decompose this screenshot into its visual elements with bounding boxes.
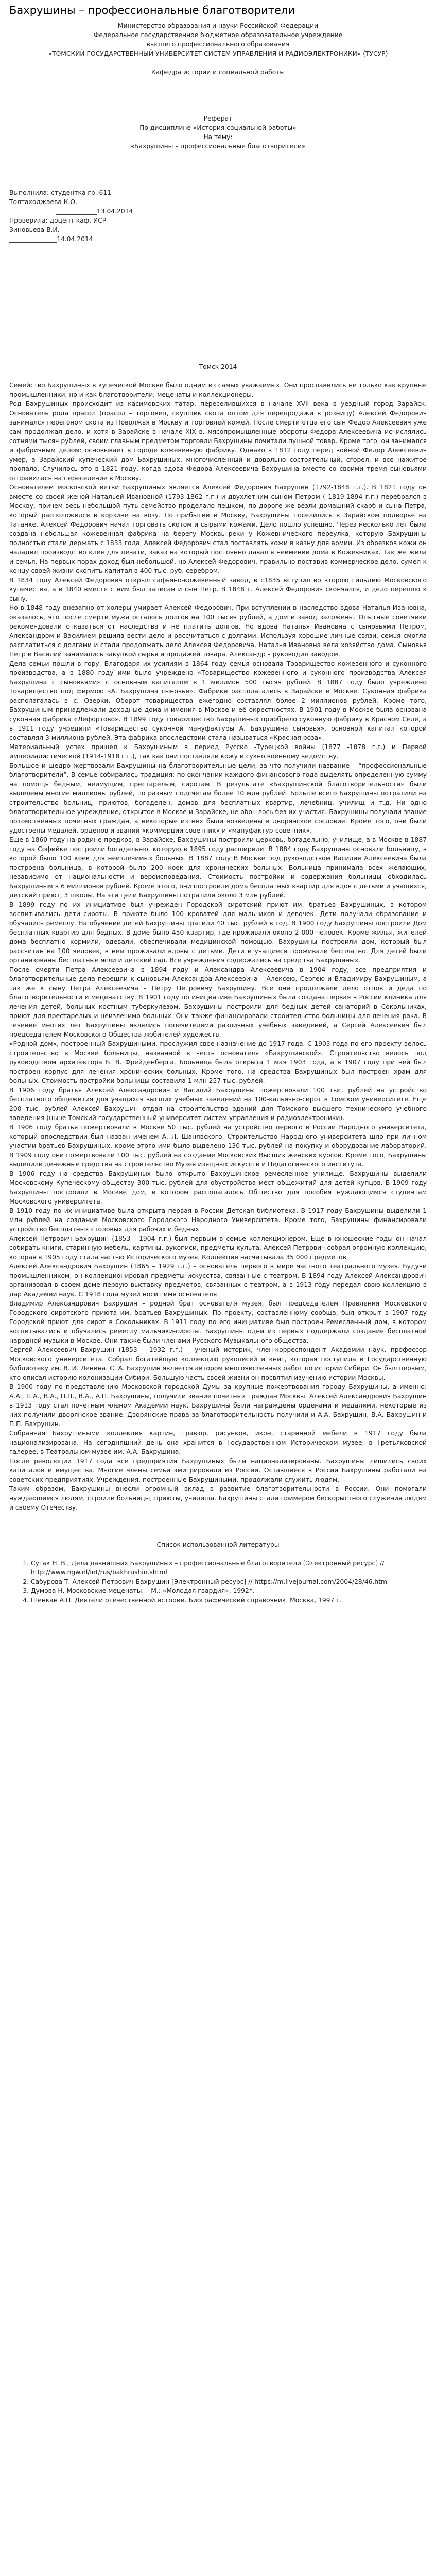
references-section xyxy=(9,1540,427,1605)
institution-line-1: Федеральное государственное бюджетное образовательное учреждение xyxy=(93,31,343,39)
checked-by: Проверила: доцент каф. ИСР xyxy=(9,217,107,224)
body-paragraph: Большое и щедро жертвовали Бахрушины на благотворительные цели, за что получили название – “профессиональные благотворители”. В семье собиралась традиция: по окончании каждого финансового года выделять определенную сумму на помощь бедным, неимущим, престарелым, сиротам. В результате «Бахрушинской благотворительности» были выделены многие миллионы рублей, по разным подсчетам более 10 млн рублей. Больше всего Бахрушины потратили на строительство больниц, приютов, богаделен, домов для бесплатных квартир, лечебниц, училищ и т.д. Ни одно благотворительное учреждение, открытое в Москве и Зарайске, не обошлось без их участия. Бахрушины получали звание потомственных почетных граждан, а некоторые из них были возведены в дворянское сословие. Кроме того, они были удостоены медалей, орденов и званий «коммерции советник» и «мануфактур-советник». xyxy=(9,762,427,834)
body-paragraph: После смерти Петра Алексеевича в 1894 году и Александра Алексеевича в 1904 году, все предприятия и благотворительные дела перешли к сыновьям Александра Алексеевича – Алексею, Сергею и Владимиру Бахрушиным, а так же к сыну Петра Алексеевича – Петру Петровичу Бахрушину. Все они продолжали дело отцов и деда по благотворительности и меценатству. В 1901 году по инициативе Бахрушиных была создана первая в России клиника для лечения детей, больных костным туберкулезом. Бахрушины построили для бедных детей санаторий в Сокольниках, приют для престарелых и неизлечимо больных. Они также финансировали строительство больницы для лечения рака. В течение многих лет Бахрушины являлись попечителями различных учебных заведений, а Сергей Алексеевич был председателем Московского Общества любителей художеств. xyxy=(9,966,427,1038)
spacer xyxy=(9,1512,427,1540)
performed-by: Выполнила: студентка гр. 611 xyxy=(9,189,111,196)
spacer xyxy=(9,1549,427,1558)
body-paragraph: Но в 1848 году внезапно от холеры умирает Алексей Федорович. При вступлении в наследство вдова Наталья Ивановна, оказалось, что после смерти мужа осталось долгов на 100 тысяч рублей, а дом и завод заложены. Опытные советчики рекомендовали отказаться от наследства и не платить долгов. Но вдова Наталья Ивановна с сыновьями Петром, Александром и Василием решила вести дело и рассчитаться с долгами. Используя хорошие личные связи, семья смогла расплатиться с долгами и стали продолжать дело Алексея Федоровича. Наталья Ивановна вела хозяйство дома. Сыновья Петр и Василий занимались закупкой сырья и продажей товара, Александр – руководил заводом. xyxy=(9,604,427,658)
topic-line: «Бахрушины – профессиональные благотворители» xyxy=(130,143,306,150)
discipline-line: По дисциплине «История социальной работы» xyxy=(139,124,297,131)
body-paragraph: В 1906 году братья пожертвовали в Москве 50 тыс. рублей на устройство первого в России Народного университета, который впоследствии был назван именем А. Л. Шанявского. Строительство Народного университета шло при личном участии братьев Бахрушиных, кроме этого ими было выделено 130 тыс. рублей на покупку и оборудование лабораторий. В 1909 году они пожертвовали 100 тыс. рублей на создание Московских Высших женских курсов. Кроме того, Бахрушины выделили денежные средства на строительство Музея изящных искусств и Педагогического института. xyxy=(9,1124,427,1168)
teacher-date: _______________14.04.2014 xyxy=(9,235,93,243)
topic-label: На тему: xyxy=(203,133,233,141)
department-name: Кафедра истории и социальной работы xyxy=(151,69,285,76)
spacer xyxy=(9,58,427,67)
reference-item: 3. Думова Н. Московские меценаты. – М.: «Молодая гвардия», 1992г. xyxy=(31,1586,427,1596)
body-paragraph: Сергей Алексеевич Бахрушин (1853 – 1932 г.г.) – ученый историк, член-корреспондент Академии наук, профессор Московского университета. Собрал богатейшую коллекцию рукописей и книг, которая поступила в Государственную библиотеку им. В. И. Ленина. С. А. Бахрушин является автором многочисленных работ по истории Сибири. Он был первым, кто описал историю колонизации Сибири. Большую часть своей жизни он посвятил изучению истории Москвы. xyxy=(9,1346,427,1381)
body-paragraph: В 1900 году по представлению Московской городской Думы за крупные пожертвования городу Бахрушины, а именно: А.А., П.А., В.А., П.П., В.А., А.П. Бахрушины, получили звание почетных граждан Москвы. Алексей Александрович Бахрушин в 1913 году стал почетным членом Академии наук. Бахрушины были награждены орденами и медалями, некоторые из них получили дворянское звание. Дворянские права за благотворительность получили и А.А. Бахрушин, В.А. Бахрушин и П.П. Бахрушин. xyxy=(9,1383,427,1428)
references-title: Список использованной литературы xyxy=(156,1541,280,1548)
body-paragraph: В 1906 году на средства Бахрушиных было открыто Бахрушинское ремесленное училище. Бахрушины выделили Московскому Купеческому обществу 300 тыс. рублей для обустройства мест общежитий для детей купцов. В 1909 году Бахрушины построили в Москве дом, в котором располагалось Общество для пособия нуждающимся студентам Московского университета. xyxy=(9,1170,427,1205)
body-paragraph: «Родной дом», построенный Бахрушиными, прослужил свое назначение до 1917 года. С 1903 года по его проекту велось строительство в Москве больницы, названной в честь основателя «Бахрушинской». Строительство велось под руководством архитектора Б. В. Фрейденберга. Больница была открыта 1 мая 1903 года, а в 1907 году при ней был построен корпус для лечения хронических больных. Кроме того, на средства Бахрушиных был построен храм для больных. Стоимость постройки больницы составила 1 млн 257 тыс. рублей. xyxy=(9,1040,427,1084)
reference-item: 1. Сугак Н. В., Дела давнишних Бахрушиных – профессиональные благотворители [Электронный ресурс] // http://www.ngw.nl/int/rus/bakhrushin.shtml xyxy=(31,1558,427,1577)
body-paragraph: Собранная Бахрушиными коллекция картин, гравюр, рисунков, икон, старинной мебели в 1917 году была национализирована. На сегодняшний день она хранится в Государственном Историческом музее, в Третьяковской галерее, в Театральном музее им. А.А. Бахрушина. xyxy=(9,1430,427,1455)
body-paragraph: Владимир Александрович Бахрушин – родной брат основателя музея, был председателем Правления Московского Городского сиротского приюта им. братьев Бахрушиных. По проекту, составленному сообща, был открыт в 1907 году Городской приют для сирот в Сокольниках. В 1911 году по его инициативе был построен Ремесленный дом, в котором воспитывались и обучались ремеслу мальчики-сироты. Бахрушины одни из первых поддержали создание бесплатной народной музыки в Москве. Они также были членами Русского Музыкального общества. xyxy=(9,1300,427,1344)
body-paragraph: Основателем московской ветви Бахрушиных является Алексей Федорович Бахрушин (1792-1848 г.г.). В 1821 году он вместе со своей женой Натальей Ивановной (1793-1862 г.г.) и двухлетним сыном Петром ( 1819-1894 г.г.) перебрался в Москву, причем весь небольшой путь семейство проделало пешком, по дороге же везли домашний скарб и сына Петра, который расположился в корзине на возу. По прибытии в Москву, Бахрушины поселились в Зарайском подворье на Таганке. Алексей Федорович начал торговать скотом и сырыми кожами. Дело пошло успешно. Через несколько лет была создана небольшая кожевенная фабрика на берегу Москвы-реки у Кожевнического переулка, которую Бахрушины полностью стали держать с 1833 года. Алексей Федорович стал поставлять кожи в казну для армии. Из обрезков кожи он наладил производство клея для печати, заказ на который постоянно давал в неимении дома в Кожевниках. Так же жила и семья. На первых порах доход был небольшой, но Алексей Федорович, правильно поставив коммерческое дело, сумел к концу своей жизни скопить капитал в 400 тыс. руб. серебром. xyxy=(9,484,427,574)
body-paragraph: Еще в 1860 году на родине предков, в Зарайске, Бахрушины построили церковь, богадельню, училище, а в Москве в 1887 году на Софийке построили богадельню, которую в 1895 году расширили. В 1884 году Бахрушины основали больницу, в которой было 100 коек для неизлечимых больных. В 1887 году В Москве под руководством Василия Алексеевича была построена больница, в которой было 200 коек для хронических больных. Больница принимала всех желающих, независимо от национальности и вероисповедания. Стоимость постройки и содержания больницы обходилась Бахрушиным в 6 миллионов рублей. Кроме этого, они построили дома бесплатных квартир для вдов с детьми и учащихся, детский приют, 3 школы. На эти цели Бахрушины потратили около 3 млн рублей. xyxy=(9,836,427,899)
report-body xyxy=(9,381,427,1512)
body-paragraph: Семейство Бахрушиных в купеческой Москве было одним из самых уважаемых. Они прославились не только как крупные промышленники, но и как благотворители, меценаты и коллекционеры. xyxy=(9,382,427,398)
body-paragraph: В 1834 году Алексей Федорович открыл сафьяно-кожевенный завод, в с1835 вступил во второю гильдию Московского купечества, а в 1840 вместе с ним был записан и сын Петр. В 1848 г. Алексей Федорович скончался, и дело перешло к сыну. xyxy=(9,577,427,602)
student-name: Толтаходжаева К.О. xyxy=(9,198,77,206)
ministry-line: Министерство образования и науки Российской Федерации xyxy=(117,22,319,29)
body-paragraph: Материальный успех пришел к Бахрушиным в период Русско -Турецкой войны (1877 -1878 г.г.) и Первой империалистической (1914-1918 г.г.), так как они поставляли кожу и сукно военному ведомству. xyxy=(9,743,427,760)
body-paragraph: Алексей Петрович Бахрушин (1853 - 1904 г.г.) был первым в семье коллекционером. Еще в юношеские годы он начал собирать книги, старинную мебель, картины, рукописи, предметы культа. Алексей Петрович собрал огромную коллекцию, которая в 1905 году стала частью Исторического музея. Коллекция насчитывала 35 000 предметов. xyxy=(9,1235,427,1261)
university-name: «ТОМСКИЙ ГОСУДАРСТВЕННЫЙ УНИВЕРСИТЕТ СИСТЕМ УПРАВЛЕНИЯ И РАДИОЭЛЕКТРОНИКИ» (ТУСУР) xyxy=(48,50,388,57)
document-title: Бахрушины – профессиональные благотворители xyxy=(9,3,427,20)
references-list xyxy=(9,1558,427,1605)
teacher-name: Зиновьева В.И. xyxy=(9,226,60,233)
body-paragraph: В 1906 году братья Алексей Александрович и Василий Бахрушины пожертвовали 100 тыс. рублей на устройство бесплатного общежития для учащихся высших учебных заведений на 100-кальячно-сирот в Томском университете. Еще 200 тыс. рублей Алексей Бахрушин отдал на строительство зданий для Томского высшего технического учебного заведения (ныне Томский государственный университет систем управления и радиоэлектроники). xyxy=(9,1087,427,1122)
report-label: Реферат xyxy=(203,115,233,122)
spacer xyxy=(9,151,427,188)
city-year: Томск 2014 xyxy=(199,363,237,370)
institution-line-2: высшего профессионального образования xyxy=(146,41,290,48)
body-paragraph: В 1910 году по их инициативе была открыта первая в России Детская библиотека. В 1917 году Бахрушины выделили 1 млн рублей на создание Московского Городского Народного Университета. Кроме того, Бахрушины финансировали устройство бесплатных столовых для рабочих и бедных. xyxy=(9,1207,427,1233)
spacer xyxy=(9,77,427,114)
body-paragraph: Алексей Александрович Бахрушин (1865 – 1929 г.г.) – основатель первого в мире частного театрального музея. Будучи промышленником, он коллекционировал предметы искусства, связанные с театром. В 1894 году Алексей Александрович организовал в своем доме первую выставку предметов, связанных с театром, а в 1913 году передал свою коллекцию в дар Академии наук. С 1918 года музей носит имя основателя. xyxy=(9,1263,427,1298)
student-date: _____________13.04.2014 xyxy=(56,208,133,215)
body-paragraph: В 1899 году по их инициативе был учрежден Городской сиротский приют им. братьев Бахрушиных, в котором воспитывались дети–сироты. В приюте было 100 кроватей для мальчиков и девочек. Дети получали образование и обучались ремеслу. На обучение детей Бахрушины тратили 40 тыс. рублей в год. В 1900 году Бахрушины построили Дом бесплатных квартир для бедных. В доме было 450 квартир, где проживали около 2 000 человек. Кроме жилья, жителей дома бесплатно кормили, одевали, обеспечивали медицинской помощью. Бахрушины построили дом, который был рассчитан на 100 человек, в нем проживали вдовы с детьми. Дети и учащиеся проживали бесплатно. Для детей были организованы бесплатные ясли и детский сад. Все учреждения содержались на средства Бахрушиных. xyxy=(9,901,427,964)
body-paragraph: Род Бахрушиных происходит из касимовских татар, переселившихся в начале XVII века в уездный город Зарайск. Основатель рода прасол (прасол – торговец, скупщик скота оптом для перепродажи в розницу) Алексей Федорович занимался перегоном скота из Поволжья в Москву и торговлей кожей. После смерти отца его сын Федор Алексеевич уже сам продолжал дело, и хотя в Зарайске в начале XIX в. мясопромышленные обороты Федора Алексеевича исчислялись сотнями тысяч рублей, своим главным предметом торговли Бахрушины почитали пушной товар. Кроме того, он занимался и фабричным делом: основывает в городе кожевенную фабрику. Однако в 1812 году перед войной Федор Алексеевич умер, а Зарайский купеческий дом Бахрушиных, многочисленный и довольно состоятельный, сгорел, и все нажитое пропало. Случилось это в 1821 году, когда вдова Федора Алексеевича Бахрушина вместе со своими тремя сыновьями отправилась на переселение в Москву. xyxy=(9,400,427,482)
spacer xyxy=(9,371,427,381)
reference-item: 2. Сабурова Т. Алексей Петрович Бахрушин [Электронный ресурс] // https://m.livejournal.com/2004/28/46.htm xyxy=(31,1577,427,1586)
reference-item: 4. Шенкан А.П. Деятели отечественной истории. Биографический справочник. Москва, 1997 г. xyxy=(31,1596,427,1605)
spacer xyxy=(9,244,427,362)
body-paragraph: После революции 1917 года все предприятия Бахрушиных были национализированы. Бахрушины лишились своих капиталов и имущества. Многие члены семьи эмигрировали из России. Оставшиеся в России Бахрушины работали на советских предприятиях. Учреждения, построенные Бахрушиными, продолжали служить людям. xyxy=(9,1458,427,1483)
body-paragraph: Таким образом, Бахрушины внесли огромный вклад в развитие благотворительности в России. Они помогали нуждающимся людям, строили больницы, приюты, училища. Бахрушины стали примером бескорыстного служения людям и своему Отечеству. xyxy=(9,1485,427,1511)
body-paragraph: Дела семьи пошли в гору. Благодаря их усилиям в 1864 году семья основала Товарищество кожевенного и суконного производства, а в 1880 году ими было учреждено «Товарищество кожевенного и суконного производства Алексея Бахрушина с сыновьями» с основным капиталом в 1 миллион 500 тысяч рублей. В 1887 году было учреждено Товарищество под фирмою «А. Бахрушина сыновья». Фабрики располагались в Зарайске и Москве. Суконная фабрика располагалась в с. Озерки. Оборот товарищества ежегодно составлял более 2 миллионов рублей. Кроме того, Бахрушиным принадлежали доходные дома и имения в Москве и её окрестностях. В 1901 году в Москве была основана суконная фабрика «Лефортово». В 1899 году товарищество Бахрушиных приобрело суконную фабрику в Красном Селе, а в 1911 году учредили «Товарищество суконной мануфактуры А. Бахрушина сыновья», основной капитал которой составлял 3 миллиона рублей. Эта фабрика впоследствии стала называться «Красная роза». xyxy=(9,660,427,741)
title-page xyxy=(9,21,427,381)
